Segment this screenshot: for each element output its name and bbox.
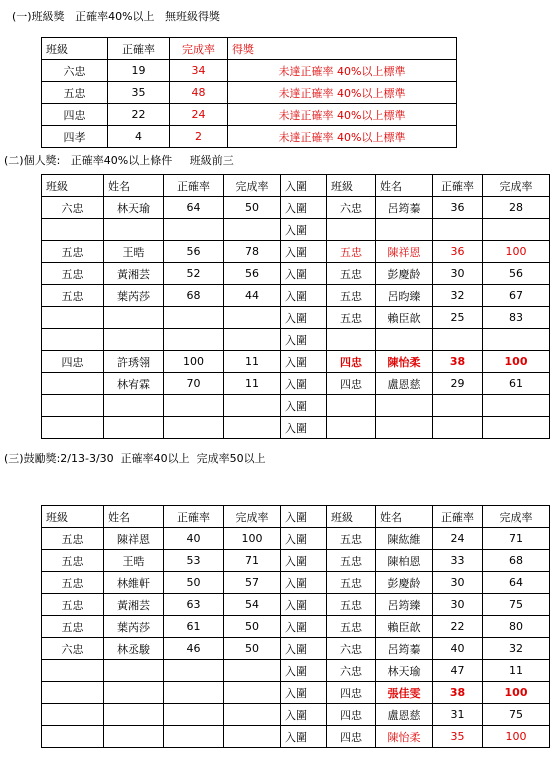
table-cell: 黃湘芸 xyxy=(104,263,164,285)
table-cell: 入圍 xyxy=(281,373,327,395)
table-cell xyxy=(376,395,433,417)
table-cell: 五忠 xyxy=(42,263,104,285)
table-cell: 47 xyxy=(433,660,483,682)
table-row xyxy=(42,329,550,351)
table-cell: 100 xyxy=(483,682,550,704)
table-cell: 22 xyxy=(108,104,170,126)
table-cell: 四忠 xyxy=(327,351,376,373)
table-cell xyxy=(104,395,164,417)
table-cell: 黃湘芸 xyxy=(104,594,164,616)
table-cell: 30 xyxy=(433,594,483,616)
table-cell xyxy=(104,704,164,726)
table-cell: 53 xyxy=(164,550,224,572)
column-header: 班級 xyxy=(42,506,104,528)
table-header-row xyxy=(42,175,550,197)
table-cell: 六忠 xyxy=(42,60,108,82)
table-cell: 36 xyxy=(433,241,483,263)
table-cell: 未達正確率 40%以上標準 xyxy=(228,82,457,104)
table-cell: 40 xyxy=(164,528,224,550)
table-cell xyxy=(104,660,164,682)
table-cell xyxy=(42,660,104,682)
table-cell: 葉芮莎 xyxy=(104,616,164,638)
table-row xyxy=(42,82,457,104)
table-cell: 陳柏恩 xyxy=(376,550,433,572)
table-cell: 入圍 xyxy=(281,197,327,219)
table-cell: 50 xyxy=(224,638,281,660)
column-header: 完成率 xyxy=(224,506,281,528)
section2-heading: (二)個人獎: 正確率40%以上條件 班級前三 xyxy=(4,154,234,167)
table-cell: 張佳雯 xyxy=(376,682,433,704)
table-cell xyxy=(164,726,224,748)
table-cell: 入圍 xyxy=(281,550,327,572)
table-cell: 呂筠蓁 xyxy=(376,638,433,660)
table-cell: 100 xyxy=(164,351,224,373)
table-cell: 56 xyxy=(224,263,281,285)
table-cell: 68 xyxy=(164,285,224,307)
table-header-row xyxy=(42,506,550,528)
section3-heading: (三)鼓勵獎:2/13-3/30 正確率40以上 完成率50以上 xyxy=(4,452,266,465)
table-cell xyxy=(224,307,281,329)
table-cell: 六忠 xyxy=(42,638,104,660)
table-cell xyxy=(104,417,164,439)
table-cell: 五忠 xyxy=(327,285,376,307)
column-header: 完成率 xyxy=(170,38,228,60)
table-cell: 入圍 xyxy=(281,395,327,417)
column-header: 正確率 xyxy=(433,175,483,197)
table-row xyxy=(42,594,550,616)
table-cell xyxy=(433,395,483,417)
table-cell: 24 xyxy=(170,104,228,126)
table-cell: 入圍 xyxy=(281,594,327,616)
table-cell xyxy=(42,726,104,748)
table-cell: 75 xyxy=(483,594,550,616)
table-cell: 30 xyxy=(433,572,483,594)
table-cell: 入圍 xyxy=(281,528,327,550)
table-cell: 入圍 xyxy=(281,329,327,351)
table-cell xyxy=(42,417,104,439)
table-cell xyxy=(433,417,483,439)
table-cell: 70 xyxy=(164,373,224,395)
table-cell: 呂筠蓁 xyxy=(376,197,433,219)
table-cell: 35 xyxy=(433,726,483,748)
table-cell: 入圍 xyxy=(281,704,327,726)
class-award-table xyxy=(41,37,457,148)
table-cell xyxy=(483,329,550,351)
table-cell xyxy=(104,329,164,351)
table-cell: 50 xyxy=(164,572,224,594)
table-cell: 83 xyxy=(483,307,550,329)
table-cell: 入圍 xyxy=(281,726,327,748)
table-cell: 入圍 xyxy=(281,285,327,307)
column-header: 得獎 xyxy=(228,38,457,60)
column-header: 班級 xyxy=(42,175,104,197)
table-cell: 67 xyxy=(483,285,550,307)
table-cell: 31 xyxy=(433,704,483,726)
table-cell: 100 xyxy=(483,351,550,373)
table-cell: 入圍 xyxy=(281,638,327,660)
table-cell xyxy=(224,395,281,417)
table-cell: 陳紘維 xyxy=(376,528,433,550)
table-cell xyxy=(224,660,281,682)
table-cell xyxy=(42,307,104,329)
table-cell: 林維軒 xyxy=(104,572,164,594)
table-row xyxy=(42,550,550,572)
table-cell xyxy=(376,417,433,439)
table-cell xyxy=(433,219,483,241)
table-row xyxy=(42,572,550,594)
column-header: 班級 xyxy=(42,38,108,60)
table-cell: 56 xyxy=(483,263,550,285)
table-row xyxy=(42,60,457,82)
table-cell: 陳怡柔 xyxy=(376,726,433,748)
table-cell: 入圍 xyxy=(281,307,327,329)
table-cell: 五忠 xyxy=(327,528,376,550)
table-cell: 64 xyxy=(164,197,224,219)
table-cell: 彭慶龄 xyxy=(376,572,433,594)
table-cell xyxy=(433,329,483,351)
table-cell xyxy=(42,395,104,417)
table-cell: 29 xyxy=(433,373,483,395)
table-cell: 五忠 xyxy=(327,616,376,638)
table-cell xyxy=(104,682,164,704)
table-cell: 71 xyxy=(483,528,550,550)
table-cell: 25 xyxy=(433,307,483,329)
table-cell: 五忠 xyxy=(327,263,376,285)
table-row xyxy=(42,351,550,373)
table-cell: 許琇翎 xyxy=(104,351,164,373)
table-cell xyxy=(164,682,224,704)
table-row xyxy=(42,104,457,126)
table-cell xyxy=(483,219,550,241)
table-row xyxy=(42,263,550,285)
table-row xyxy=(42,660,550,682)
table-cell: 四忠 xyxy=(42,351,104,373)
table-cell: 五忠 xyxy=(42,528,104,550)
table-cell: 32 xyxy=(483,638,550,660)
column-header: 正確率 xyxy=(108,38,170,60)
table-cell: 100 xyxy=(483,241,550,263)
table-cell xyxy=(164,660,224,682)
table-row xyxy=(42,638,550,660)
table-cell: 入圍 xyxy=(281,616,327,638)
table-cell: 林宥霖 xyxy=(104,373,164,395)
table-cell xyxy=(42,329,104,351)
table-cell: 陳祥恩 xyxy=(104,528,164,550)
column-header: 班級 xyxy=(327,506,376,528)
table-cell: 六忠 xyxy=(42,197,104,219)
table-cell: 2 xyxy=(170,126,228,148)
table-cell: 57 xyxy=(224,572,281,594)
table-header-row xyxy=(42,38,457,60)
section1-heading: (一)班級獎 正確率40%以上 無班級得獎 xyxy=(12,10,221,23)
column-header: 完成率 xyxy=(224,175,281,197)
table-cell xyxy=(104,219,164,241)
table-cell xyxy=(224,417,281,439)
table-cell xyxy=(327,219,376,241)
table-row xyxy=(42,307,550,329)
table-cell: 呂筠臻 xyxy=(376,594,433,616)
table-row xyxy=(42,528,550,550)
table-cell: 44 xyxy=(224,285,281,307)
table-cell: 五忠 xyxy=(327,241,376,263)
table-cell: 陳怡柔 xyxy=(376,351,433,373)
table-row xyxy=(42,197,550,219)
table-cell: 未達正確率 40%以上標準 xyxy=(228,126,457,148)
table-cell: 46 xyxy=(164,638,224,660)
table-cell: 五忠 xyxy=(42,594,104,616)
table-cell: 王晧 xyxy=(104,550,164,572)
table-cell: 葉芮莎 xyxy=(104,285,164,307)
table-row xyxy=(42,241,550,263)
table-cell xyxy=(376,329,433,351)
table-cell: 22 xyxy=(433,616,483,638)
table-cell xyxy=(164,417,224,439)
table-row xyxy=(42,373,550,395)
table-row xyxy=(42,219,550,241)
table-cell: 五忠 xyxy=(42,285,104,307)
table-cell: 33 xyxy=(433,550,483,572)
table-cell: 四忠 xyxy=(327,373,376,395)
table-cell: 63 xyxy=(164,594,224,616)
table-cell: 入圍 xyxy=(281,682,327,704)
table-cell: 六忠 xyxy=(327,660,376,682)
table-cell xyxy=(164,704,224,726)
table-cell: 54 xyxy=(224,594,281,616)
table-row xyxy=(42,616,550,638)
table-cell: 入圍 xyxy=(281,241,327,263)
table-cell: 71 xyxy=(224,550,281,572)
table-cell: 32 xyxy=(433,285,483,307)
table-cell: 11 xyxy=(224,373,281,395)
table-cell xyxy=(224,219,281,241)
table-cell: 五忠 xyxy=(327,572,376,594)
table-cell xyxy=(164,395,224,417)
table-cell: 入圍 xyxy=(281,660,327,682)
table-cell xyxy=(42,682,104,704)
table-cell: 五忠 xyxy=(327,550,376,572)
table-cell: 38 xyxy=(433,351,483,373)
table-cell: 24 xyxy=(433,528,483,550)
column-header: 完成率 xyxy=(483,506,550,528)
column-header: 入圍 xyxy=(281,506,327,528)
table-cell: 28 xyxy=(483,197,550,219)
column-header: 入圍 xyxy=(281,175,327,197)
table-cell: 林天瑜 xyxy=(376,660,433,682)
table-cell: 入圍 xyxy=(281,572,327,594)
table-row xyxy=(42,682,550,704)
table-cell: 4 xyxy=(108,126,170,148)
table-cell: 五忠 xyxy=(327,307,376,329)
table-cell: 78 xyxy=(224,241,281,263)
table-cell: 五忠 xyxy=(42,616,104,638)
table-cell: 56 xyxy=(164,241,224,263)
table-row xyxy=(42,285,550,307)
table-cell: 林天瑜 xyxy=(104,197,164,219)
table-row xyxy=(42,704,550,726)
individual-award-table xyxy=(41,174,550,439)
column-header: 班級 xyxy=(327,175,376,197)
table-cell: 盧恩慈 xyxy=(376,373,433,395)
table-cell: 19 xyxy=(108,60,170,82)
encouragement-award-table xyxy=(41,505,550,748)
column-header: 姓名 xyxy=(376,506,433,528)
table-cell: 陳祥恩 xyxy=(376,241,433,263)
table-cell: 賴臣歆 xyxy=(376,616,433,638)
table-cell xyxy=(224,682,281,704)
table-cell: 50 xyxy=(224,197,281,219)
table-cell: 四孝 xyxy=(42,126,108,148)
table-cell: 四忠 xyxy=(327,704,376,726)
table-cell xyxy=(104,726,164,748)
table-cell: 100 xyxy=(224,528,281,550)
table-cell: 68 xyxy=(483,550,550,572)
table-cell: 61 xyxy=(164,616,224,638)
column-header: 姓名 xyxy=(104,506,164,528)
table-cell: 五忠 xyxy=(42,550,104,572)
table-cell: 52 xyxy=(164,263,224,285)
table-cell xyxy=(224,704,281,726)
table-cell: 61 xyxy=(483,373,550,395)
table-cell: 盧恩慈 xyxy=(376,704,433,726)
table-cell: 36 xyxy=(433,197,483,219)
table-cell: 林丞駿 xyxy=(104,638,164,660)
table-cell: 38 xyxy=(433,682,483,704)
table-cell: 40 xyxy=(433,638,483,660)
table-cell: 75 xyxy=(483,704,550,726)
table-cell: 11 xyxy=(224,351,281,373)
table-cell: 35 xyxy=(108,82,170,104)
table-cell: 48 xyxy=(170,82,228,104)
table-cell: 王晧 xyxy=(104,241,164,263)
table-cell: 50 xyxy=(224,616,281,638)
table-cell: 34 xyxy=(170,60,228,82)
table-cell: 五忠 xyxy=(42,241,104,263)
table-cell xyxy=(164,219,224,241)
column-header: 正確率 xyxy=(164,175,224,197)
table-cell xyxy=(42,704,104,726)
table-cell: 六忠 xyxy=(327,638,376,660)
table-cell: 入圍 xyxy=(281,417,327,439)
table-cell: 未達正確率 40%以上標準 xyxy=(228,104,457,126)
table-cell: 六忠 xyxy=(327,197,376,219)
table-cell xyxy=(327,329,376,351)
table-cell: 賴臣歆 xyxy=(376,307,433,329)
table-row xyxy=(42,395,550,417)
table-cell xyxy=(376,219,433,241)
table-cell xyxy=(224,726,281,748)
table-cell: 五忠 xyxy=(327,594,376,616)
table-cell xyxy=(327,417,376,439)
table-row xyxy=(42,417,550,439)
table-cell: 四忠 xyxy=(327,726,376,748)
table-cell xyxy=(483,395,550,417)
table-cell xyxy=(42,219,104,241)
table-cell xyxy=(164,329,224,351)
table-cell: 11 xyxy=(483,660,550,682)
table-cell xyxy=(42,373,104,395)
table-cell xyxy=(327,395,376,417)
table-cell: 四忠 xyxy=(327,682,376,704)
table-cell: 30 xyxy=(433,263,483,285)
table-cell: 入圍 xyxy=(281,219,327,241)
column-header: 正確率 xyxy=(164,506,224,528)
table-cell: 入圍 xyxy=(281,351,327,373)
column-header: 姓名 xyxy=(376,175,433,197)
table-cell: 入圍 xyxy=(281,263,327,285)
table-row xyxy=(42,726,550,748)
table-cell: 彭慶龄 xyxy=(376,263,433,285)
table-cell: 四忠 xyxy=(42,104,108,126)
table-cell: 64 xyxy=(483,572,550,594)
table-cell xyxy=(483,417,550,439)
table-cell: 五忠 xyxy=(42,572,104,594)
table-cell: 呂昀臻 xyxy=(376,285,433,307)
table-cell xyxy=(104,307,164,329)
column-header: 完成率 xyxy=(483,175,550,197)
table-cell: 未達正確率 40%以上標準 xyxy=(228,60,457,82)
table-cell: 100 xyxy=(483,726,550,748)
table-cell xyxy=(164,307,224,329)
table-cell xyxy=(224,329,281,351)
column-header: 姓名 xyxy=(104,175,164,197)
table-row xyxy=(42,126,457,148)
table-cell: 五忠 xyxy=(42,82,108,104)
table-cell: 80 xyxy=(483,616,550,638)
column-header: 正確率 xyxy=(433,506,483,528)
